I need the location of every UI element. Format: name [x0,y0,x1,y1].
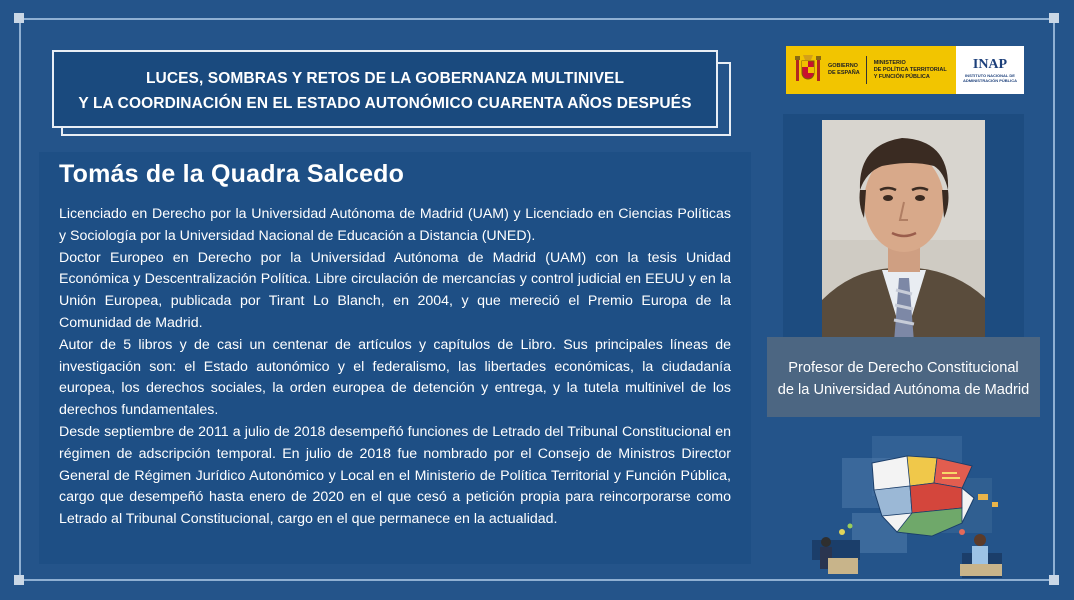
inap-label: INAP [972,57,1008,72]
inap-sub-line2: ADMINISTRACIÓN PÚBLICA [963,78,1017,83]
caption-line2: de la Universidad Autónoma de Madrid [777,382,1030,398]
speaker-photo [822,120,985,342]
speaker-name: Tomás de la Quadra Salcedo [59,160,405,188]
logo-bar [786,46,1024,94]
bio-panel [39,152,751,564]
gobierno-logo [786,46,956,94]
event-title [52,50,718,128]
ministerio-line3: Y FUNCIÓN PÚBLICA [873,73,930,80]
spain-crest-icon [794,53,822,87]
gobierno-line1: GOBIERNO [828,63,858,69]
bio-paragraph: Doctor Europeo en Derecho por la Universidad Autónoma de Madrid (UAM) con la tesis Unidad Económica y Descentralización Política. Libre circulación de mercancías y control judicial en EEUU y en la Unión Europea, publicada por Tirant Lo Blanch, en 2004, y que mereció el Premio Europa de la Comunidad de Madrid. [59,249,731,331]
spain-regions-map-icon [812,428,1022,578]
speaker-portrait-icon [822,120,985,342]
bio-paragraph: Desde septiembre de 2011 a julio de 2018 desempeñó funciones de Letrado del Tribunal Constitucional en régimen de adscripción temporal. En julio de 2018 fue nombrado por el Consejo de Ministros Director General de Régimen Jurídico Autonómico y Local en el Ministerio de Política Territorial y Función Pública, cargo que desempeñó hasta enero de 2020 en el que cesó a petición propia para reincorporarse como Letrado al Tribunal Constitucional, cargo en el que permanece en la actualidad. [59,423,731,528]
bio-paragraph: Autor de 5 libros y de casi un centenar de artículos y capítulos de Libro. Sus principales líneas de investigación son: el Estado autonómico y el federalismo, las libertades económicas, la ciudadanía europea, los derechos sociales, la orden europea de detención y entrega, y la tutela multinivel de los derechos fundamentales. [59,336,731,419]
speaker-bio [59,204,731,531]
event-title-line1: LUCES, SOMBRAS Y RETOS DE LA GOBERNANZA MULTINIVEL [145,70,625,87]
frame-corner-bl [14,575,24,585]
ministerio-text [874,60,947,81]
map-illustration [812,428,1022,578]
bio-paragraph: Licenciado en Derecho por la Universidad Autónoma de Madrid (UAM) y Licenciado en Ciencias Políticas y Sociología por la Universidad Nacional de Educación a Distancia (UNED). [59,206,731,244]
gobierno-text [828,63,860,77]
logo-divider [866,56,867,84]
ministerio-line1: MINISTERIO [873,59,906,66]
frame-corner-tr [1049,13,1059,23]
gobierno-line2: DE ESPAÑA [828,70,860,76]
speaker-caption [767,337,1040,417]
frame-right-line [1053,20,1055,580]
frame-corner-tl [14,13,24,23]
frame-corner-br [1049,575,1059,585]
inap-logo [956,57,1024,83]
frame-left-line [19,20,21,580]
event-title-line2: Y LA COORDINACIÓN EN EL ESTADO AUTONÓMICO CUARENTA AÑOS DESPUÉS [78,95,692,112]
frame-bottom-line [20,579,1054,581]
inap-sub-line1: INSTITUTO NACIONAL DE [965,73,1015,78]
frame-top-line [20,18,1054,20]
ministerio-line2: DE POLÍTICA TERRITORIAL [873,66,947,73]
caption-line1: Profesor de Derecho Constitucional [788,360,1019,376]
